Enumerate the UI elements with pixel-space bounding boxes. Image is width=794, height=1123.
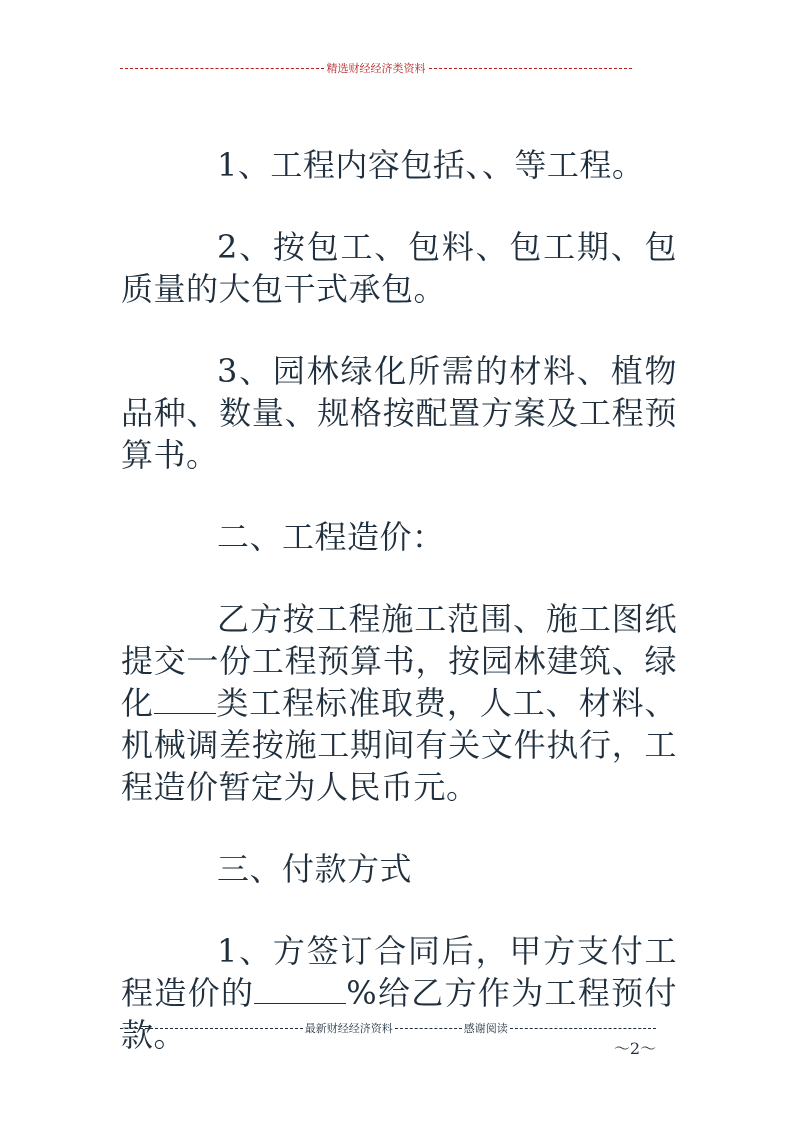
clause-project-cost xyxy=(121,598,677,808)
clause-1-3: 3、园林绿化所需的材料、植物品种、数量、规格按配置方案及工程预算书。 xyxy=(121,352,677,474)
fill-in-blank xyxy=(154,683,216,714)
header-label: 精选财经经济类资料 xyxy=(326,62,426,75)
footer-left-label: 最新财经经济资料 xyxy=(304,1022,393,1035)
clause-project-cost-text-a: 乙方按工程施工范围、施工图纸提交一份工程预算书，按园林建筑、绿化 xyxy=(121,600,677,722)
clause-project-cost-text-b: 类工程标准取费，人工、材料、机械调差按施工期间有关文件执行，工程造价暂定为人民币元。 xyxy=(121,684,677,806)
header-dashed-rule-right xyxy=(429,68,633,69)
section-heading-payment: 三、付款方式 xyxy=(217,850,413,888)
page-number: ～2～ xyxy=(613,1039,657,1058)
fill-in-blank-percent xyxy=(254,973,346,1004)
page-header xyxy=(120,60,632,76)
clause-1-1: 1、工程内容包括、、等工程。 xyxy=(217,146,645,184)
clause-1-2: 2、按包工、包料、包工期、包质量的大包干式承包。 xyxy=(121,228,677,308)
section-heading-project-cost: 二、工程造价： xyxy=(217,518,445,556)
header-dashed-rule-left xyxy=(120,68,324,69)
clause-payment-1-text-b: %给乙方作为工程预付款。 xyxy=(121,974,677,1054)
clause-payment-1-text-a: 1、方签订合同后，甲方支付工程造价的 xyxy=(121,932,677,1012)
clause-payment-1 xyxy=(121,930,677,1056)
page-footer xyxy=(120,1020,656,1036)
footer-dashed-rule-right xyxy=(510,1028,656,1029)
footer-right-label: 感谢阅读 xyxy=(463,1022,508,1035)
footer-dashed-rule-left xyxy=(120,1028,303,1029)
footer-dashed-rule-middle xyxy=(395,1028,462,1029)
document-body xyxy=(121,144,677,1096)
